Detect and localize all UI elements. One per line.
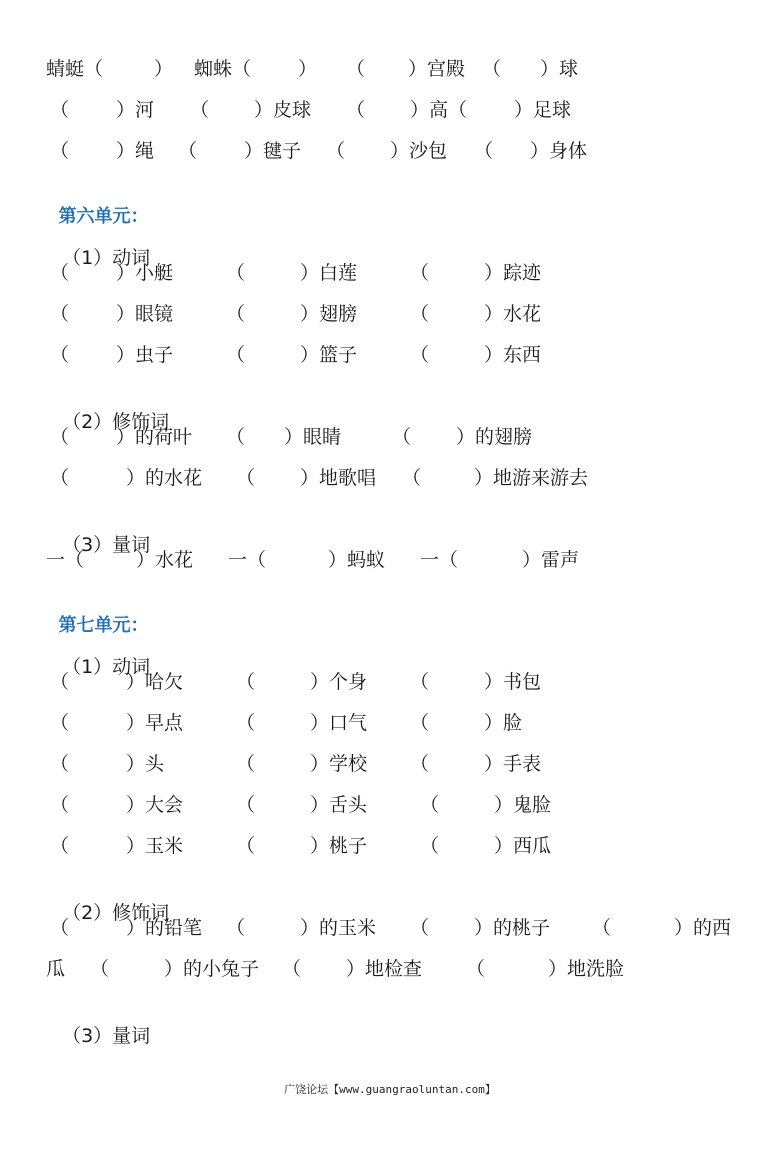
- text-segment: ）足球: [514, 99, 572, 121]
- label-text: （1）动词: [62, 247, 151, 269]
- text-segment: （: [410, 671, 430, 693]
- text-segment: （: [50, 426, 70, 448]
- text-segment: （: [592, 917, 612, 939]
- text-segment: （: [392, 426, 412, 448]
- top-row-3: [0, 138, 588, 164]
- unit6-modifiers-label: [50, 383, 170, 433]
- text-segment: （: [50, 262, 70, 284]
- text-segment: （: [50, 835, 70, 857]
- text-segment: （: [226, 303, 246, 325]
- text-segment: ）早点: [126, 712, 184, 734]
- text-segment: ）大会: [126, 794, 184, 816]
- text-segment: ）地歌唱: [300, 467, 377, 489]
- text-segment: （: [410, 712, 430, 734]
- unit7-modifiers-label: [50, 874, 170, 924]
- text-segment: （: [326, 140, 346, 162]
- text-segment: ）河: [116, 99, 155, 121]
- text-segment: ）眼睛: [284, 426, 342, 448]
- text-segment: （: [236, 835, 256, 857]
- text-segment: ）: [154, 58, 174, 80]
- text-segment: ）口气: [310, 712, 368, 734]
- text-segment: ）高（: [410, 99, 468, 121]
- text-segment: ）玉米: [126, 835, 184, 857]
- text-segment: ）眼镜: [116, 303, 174, 325]
- text-segment: （: [410, 917, 430, 939]
- text-segment: ）宫殿: [408, 58, 466, 80]
- text-segment: ）手表: [484, 753, 542, 775]
- unit7-heading: [46, 587, 149, 636]
- text-segment: ）头: [126, 753, 165, 775]
- unit6-heading-text: 第六单元：: [58, 206, 149, 227]
- text-segment: （: [50, 303, 70, 325]
- text-segment: （: [346, 99, 366, 121]
- unit7-verb-row-1: [0, 669, 542, 695]
- text-segment: ）绳: [116, 140, 155, 162]
- text-segment: ）篮子: [300, 344, 358, 366]
- unit7-verb-row-4: [0, 792, 552, 818]
- text-segment: （: [50, 344, 70, 366]
- text-segment: （: [410, 303, 430, 325]
- text-segment: （: [474, 140, 494, 162]
- text-segment: ）虫子: [116, 344, 174, 366]
- text-segment: ）学校: [310, 753, 368, 775]
- text-segment: ）毽子: [244, 140, 302, 162]
- unit7-verb-row-5: [0, 833, 552, 859]
- text-segment: （: [236, 671, 256, 693]
- text-segment: （: [50, 140, 70, 162]
- text-segment: （: [50, 99, 70, 121]
- text-segment: ）桃子: [310, 835, 368, 857]
- text-segment: ）的小兔子: [164, 958, 260, 980]
- text-segment: （: [178, 140, 198, 162]
- unit6-heading: [46, 178, 149, 227]
- unit7-verb-row-2: [0, 710, 523, 736]
- text-segment: （: [90, 958, 110, 980]
- text-segment: ）水花: [484, 303, 542, 325]
- text-segment: ）身体: [530, 140, 588, 162]
- text-segment: （: [236, 467, 256, 489]
- text-segment: （: [190, 99, 210, 121]
- text-segment: ）的荷叶: [116, 426, 193, 448]
- label-text: （1）动词: [62, 656, 151, 678]
- text-segment: ）西瓜: [494, 835, 552, 857]
- unit7-modifier-row-2: [0, 956, 625, 982]
- text-segment: （: [50, 467, 70, 489]
- text-segment: ）的玉米: [300, 917, 377, 939]
- text-segment: （: [50, 671, 70, 693]
- text-segment: 一（: [420, 549, 459, 571]
- label-text: （2）修饰词: [62, 411, 170, 433]
- unit6-verbs-label: [50, 219, 151, 269]
- text-segment: （: [50, 917, 70, 939]
- text-segment: ）东西: [484, 344, 542, 366]
- label-text: （3）量词: [62, 1025, 151, 1047]
- unit7-verbs-label: [50, 628, 151, 678]
- unit6-modifier-row-2: [0, 465, 589, 491]
- top-row-1: [0, 56, 579, 82]
- text-segment: ）踪迹: [484, 262, 542, 284]
- text-segment: ）鬼脸: [494, 794, 552, 816]
- label-text: （2）修饰词: [62, 902, 170, 924]
- text-segment: （: [226, 917, 246, 939]
- text-segment: ）白莲: [300, 262, 358, 284]
- unit6-measure-row: [0, 547, 580, 573]
- text-segment: ）脸: [484, 712, 523, 734]
- text-segment: （: [236, 753, 256, 775]
- top-row-2: [0, 97, 572, 123]
- text-segment: （: [420, 794, 440, 816]
- text-segment: ）水花: [136, 549, 194, 571]
- text-segment: ）: [298, 58, 318, 80]
- footer-text: 广饶论坛【www.guangraoluntan.com】: [284, 1083, 496, 1096]
- text-segment: （: [236, 712, 256, 734]
- text-segment: （: [50, 794, 70, 816]
- label-text: （3）量词: [62, 534, 151, 556]
- text-segment: ）地游来游去: [474, 467, 589, 489]
- text-segment: （: [226, 262, 246, 284]
- text-segment: ）蚂蚁: [328, 549, 386, 571]
- text-segment: ）沙包: [390, 140, 448, 162]
- text-segment: ）哈欠: [126, 671, 184, 693]
- page-footer: [0, 1083, 780, 1097]
- unit6-measures-label: [50, 506, 151, 556]
- unit7-verb-row-3: [0, 751, 542, 777]
- text-segment: （: [482, 58, 502, 80]
- text-segment: （: [226, 426, 246, 448]
- unit7-measures-label: [50, 997, 151, 1047]
- text-segment: ）个身: [310, 671, 368, 693]
- text-segment: ）地检查: [346, 958, 423, 980]
- text-segment: （: [410, 753, 430, 775]
- text-segment: ）的桃子: [474, 917, 551, 939]
- text-segment: ）的水花: [126, 467, 203, 489]
- text-segment: 瓜: [46, 958, 66, 980]
- text-segment: ）书包: [484, 671, 542, 693]
- text-segment: （: [236, 794, 256, 816]
- text-segment: （: [50, 712, 70, 734]
- text-segment: ）球: [540, 58, 579, 80]
- unit7-heading-text: 第七单元：: [58, 615, 149, 636]
- text-segment: 一（: [46, 549, 85, 571]
- text-segment: （: [420, 835, 440, 857]
- text-segment: （: [50, 753, 70, 775]
- text-segment: ）小艇: [116, 262, 174, 284]
- text-segment: （: [282, 958, 302, 980]
- text-segment: 蜘蛛（: [194, 58, 252, 80]
- text-segment: ）的西: [674, 917, 732, 939]
- unit6-verb-row-2: [0, 301, 542, 327]
- text-segment: （: [346, 58, 366, 80]
- unit6-verb-row-3: [0, 342, 542, 368]
- text-segment: ）翅膀: [300, 303, 358, 325]
- text-segment: （: [466, 958, 486, 980]
- text-segment: ）雷声: [522, 549, 580, 571]
- unit6-modifier-row-1: [0, 424, 533, 450]
- unit6-verb-row-1: [0, 260, 542, 286]
- text-segment: （: [410, 262, 430, 284]
- text-segment: 蜻蜓（: [46, 58, 104, 80]
- text-segment: 一（: [228, 549, 267, 571]
- text-segment: （: [226, 344, 246, 366]
- text-segment: ）舌头: [310, 794, 368, 816]
- text-segment: ）的翅膀: [456, 426, 533, 448]
- text-segment: ）的铅笔: [126, 917, 203, 939]
- text-segment: ）皮球: [254, 99, 312, 121]
- text-segment: ）地洗脸: [548, 958, 625, 980]
- unit7-modifier-row-1: [0, 915, 732, 941]
- text-segment: （: [402, 467, 422, 489]
- text-segment: （: [410, 344, 430, 366]
